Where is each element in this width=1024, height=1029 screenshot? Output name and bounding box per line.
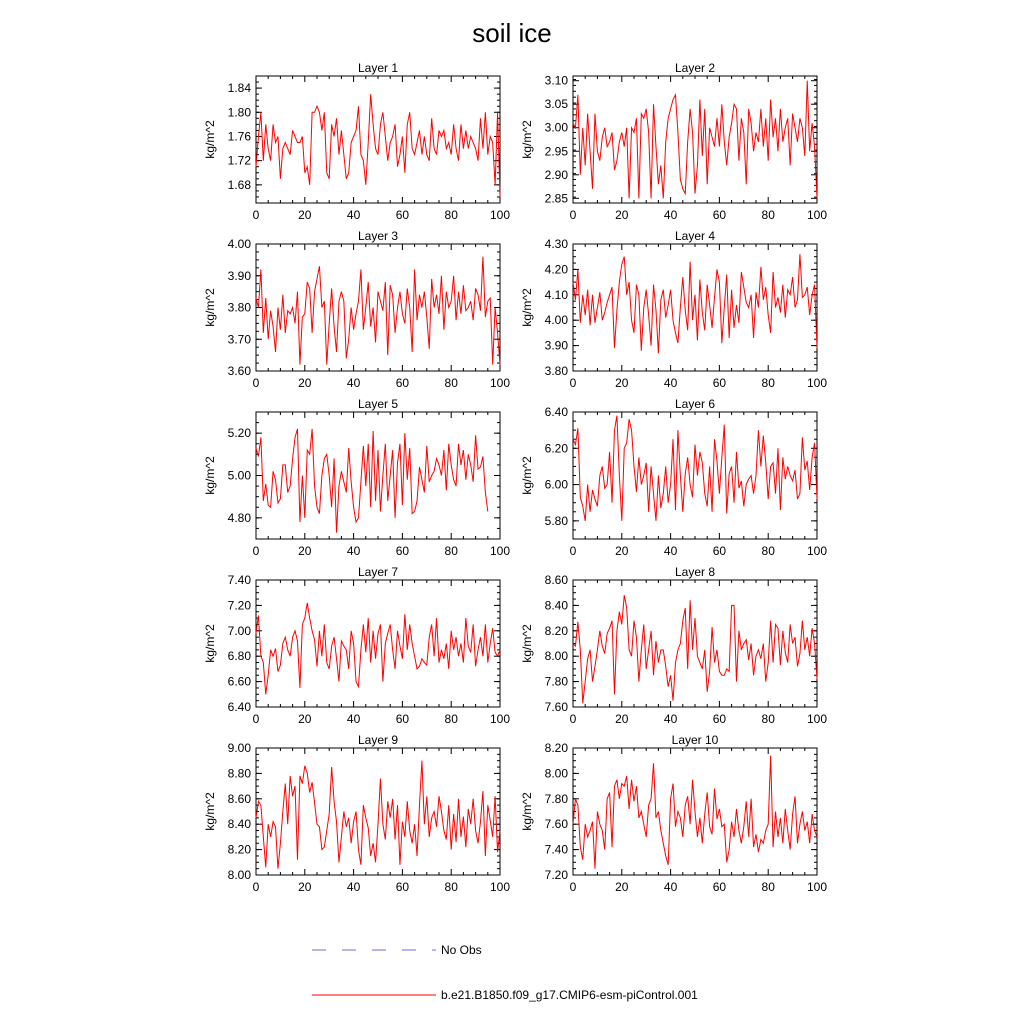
series-line [573,416,817,521]
x-tick-label: 60 [395,880,410,894]
y-tick-label: 8.40 [227,817,251,832]
x-tick-label: 0 [252,544,260,558]
y-axis-label: kg/m^2 [520,456,534,495]
x-tick-label: 40 [663,712,678,726]
x-tick-label: 20 [298,376,312,390]
y-axis-label: kg/m^2 [203,456,217,495]
series-line [256,257,500,365]
panel-layer-2 [520,61,827,222]
y-tick-label: 7.60 [544,817,568,832]
x-tick-label: 80 [761,712,775,726]
y-tick-label: 3.90 [544,338,568,353]
x-tick-label: 100 [489,544,511,558]
series-line [573,756,817,869]
y-axis-label: kg/m^2 [203,120,217,159]
y-tick-label: 3.60 [227,364,251,378]
panel-layer-4 [520,229,827,390]
x-tick-label: 20 [298,544,312,558]
y-tick-label: 7.20 [227,598,251,613]
x-tick-label: 20 [615,544,629,558]
y-axis-label: kg/m^2 [520,792,534,831]
y-tick-label: 9.00 [227,741,251,755]
x-tick-label: 40 [346,544,361,558]
plot-frame [256,580,500,707]
x-tick-label: 60 [395,208,410,222]
x-tick-label: 80 [761,208,775,222]
legend [312,943,698,1002]
x-tick-label: 20 [298,712,312,726]
x-tick-label: 100 [806,880,828,894]
y-tick-label: 3.80 [544,364,568,378]
x-tick-label: 80 [444,880,458,894]
x-tick-label: 100 [489,712,511,726]
y-tick-label: 4.10 [544,287,568,302]
legend-obs-label: No Obs [441,943,482,957]
y-tick-label: 3.05 [544,97,568,112]
x-tick-label: 40 [346,712,361,726]
y-tick-label: 4.00 [544,313,568,328]
x-tick-label: 40 [346,208,361,222]
x-tick-label: 20 [615,880,629,894]
panel-title: Layer 7 [357,565,399,579]
x-tick-label: 0 [252,208,260,222]
x-tick-label: 60 [712,208,727,222]
series-line [256,761,500,869]
x-tick-label: 80 [444,376,458,390]
y-tick-label: 1.84 [227,81,251,96]
y-tick-label: 6.40 [544,405,568,419]
plot-frame [256,412,500,539]
x-tick-label: 0 [252,712,260,726]
y-tick-label: 6.80 [227,649,251,664]
y-axis-label: kg/m^2 [520,288,534,327]
y-tick-label: 7.40 [544,842,568,857]
y-tick-label: 8.60 [544,573,568,587]
plot-frame [256,76,500,203]
x-tick-label: 40 [663,880,678,894]
x-tick-label: 40 [663,376,678,390]
x-tick-label: 0 [252,376,260,390]
plot-frame [573,580,817,707]
y-tick-label: 1.80 [227,105,251,120]
series-line [573,595,817,703]
y-tick-label: 7.80 [544,674,568,689]
panel-title: Layer 6 [674,397,716,411]
y-axis-label: kg/m^2 [203,792,217,831]
y-tick-label: 1.72 [227,153,251,168]
y-tick-label: 8.80 [227,766,251,781]
x-tick-label: 100 [806,208,828,222]
x-tick-label: 100 [489,376,511,390]
x-tick-label: 60 [712,544,727,558]
y-tick-label: 7.80 [544,791,568,806]
y-tick-label: 8.00 [544,766,568,781]
x-tick-label: 40 [346,376,361,390]
y-tick-label: 4.30 [544,237,568,251]
y-tick-label: 8.20 [227,842,251,857]
x-tick-label: 40 [663,544,678,558]
x-tick-label: 0 [252,880,260,894]
y-tick-label: 2.90 [544,167,568,182]
x-tick-label: 0 [569,208,577,222]
series-line [573,254,817,353]
y-tick-label: 8.00 [227,868,251,882]
y-tick-label: 4.20 [544,262,568,277]
panels [203,61,827,894]
x-tick-label: 20 [615,208,629,222]
chart-title: soil ice [472,18,552,48]
plot-frame [256,748,500,875]
x-tick-label: 0 [569,712,577,726]
x-tick-label: 20 [615,712,629,726]
y-tick-label: 6.60 [227,674,251,689]
x-tick-label: 40 [346,880,361,894]
panel-layer-7 [203,565,510,726]
y-tick-label: 8.20 [544,623,568,638]
x-tick-label: 80 [444,208,458,222]
y-tick-label: 6.00 [544,477,568,492]
y-tick-label: 7.20 [544,868,568,882]
x-tick-label: 100 [806,376,828,390]
y-tick-label: 6.40 [227,700,251,714]
y-tick-label: 7.60 [544,700,568,714]
y-tick-label: 8.40 [544,598,568,613]
panel-title: Layer 2 [674,61,716,75]
x-tick-label: 100 [806,544,828,558]
x-tick-label: 100 [489,880,511,894]
x-tick-label: 0 [569,376,577,390]
y-tick-label: 3.00 [544,120,568,135]
x-tick-label: 80 [761,376,775,390]
x-tick-label: 60 [712,880,727,894]
x-tick-label: 20 [298,208,312,222]
x-tick-label: 80 [444,712,458,726]
series-line [256,429,488,533]
y-tick-label: 8.60 [227,791,251,806]
x-tick-label: 100 [806,712,828,726]
panel-title: Layer 4 [674,229,716,243]
plot-frame [573,412,817,539]
y-tick-label: 5.80 [544,513,568,528]
series-line [573,81,817,199]
panel-layer-5 [203,397,510,558]
y-tick-label: 8.20 [544,741,568,755]
series-line [256,603,500,694]
y-tick-label: 5.20 [227,426,251,441]
x-tick-label: 100 [489,208,511,222]
y-tick-label: 3.90 [227,268,251,283]
y-axis-label: kg/m^2 [203,624,217,663]
panel-layer-3 [203,229,510,390]
x-tick-label: 80 [444,544,458,558]
y-tick-label: 7.00 [227,623,251,638]
x-tick-label: 60 [712,376,727,390]
y-axis-label: kg/m^2 [520,624,534,663]
x-tick-label: 80 [761,880,775,894]
x-tick-label: 20 [298,880,312,894]
x-tick-label: 40 [663,208,678,222]
x-tick-label: 0 [569,880,577,894]
y-axis-label: kg/m^2 [203,288,217,327]
panel-title: Layer 5 [357,397,399,411]
panel-layer-10 [520,733,827,894]
panel-title: Layer 1 [357,61,399,75]
y-tick-label: 8.00 [544,649,568,664]
y-tick-label: 2.85 [544,191,568,206]
y-axis-label: kg/m^2 [520,120,534,159]
panel-title: Layer 9 [357,733,399,747]
panel-layer-9 [203,733,510,894]
y-tick-label: 2.95 [544,144,568,159]
panel-title: Layer 3 [357,229,399,243]
y-tick-label: 6.20 [544,441,568,456]
y-tick-label: 4.80 [227,510,251,525]
y-tick-label: 5.00 [227,468,251,483]
x-tick-label: 20 [615,376,629,390]
panel-title: Layer 10 [671,733,719,747]
y-tick-label: 4.00 [227,237,251,251]
x-tick-label: 80 [761,544,775,558]
x-tick-label: 60 [395,712,410,726]
x-tick-label: 60 [712,712,727,726]
x-tick-label: 0 [569,544,577,558]
y-tick-label: 7.40 [227,573,251,587]
legend-model-label: b.e21.B1850.f09_g17.CMIP6-esm-piControl.001 [441,988,698,1002]
y-tick-label: 1.68 [227,177,251,192]
y-tick-label: 3.10 [544,73,568,88]
x-tick-label: 60 [395,376,410,390]
panel-title: Layer 8 [674,565,716,579]
x-tick-label: 60 [395,544,410,558]
y-tick-label: 3.80 [227,300,251,315]
y-tick-label: 1.76 [227,129,251,144]
series-line [256,94,500,197]
panel-layer-8 [520,565,827,726]
y-tick-label: 3.70 [227,332,251,347]
panel-layer-6 [520,397,827,558]
panel-layer-1 [203,61,510,222]
